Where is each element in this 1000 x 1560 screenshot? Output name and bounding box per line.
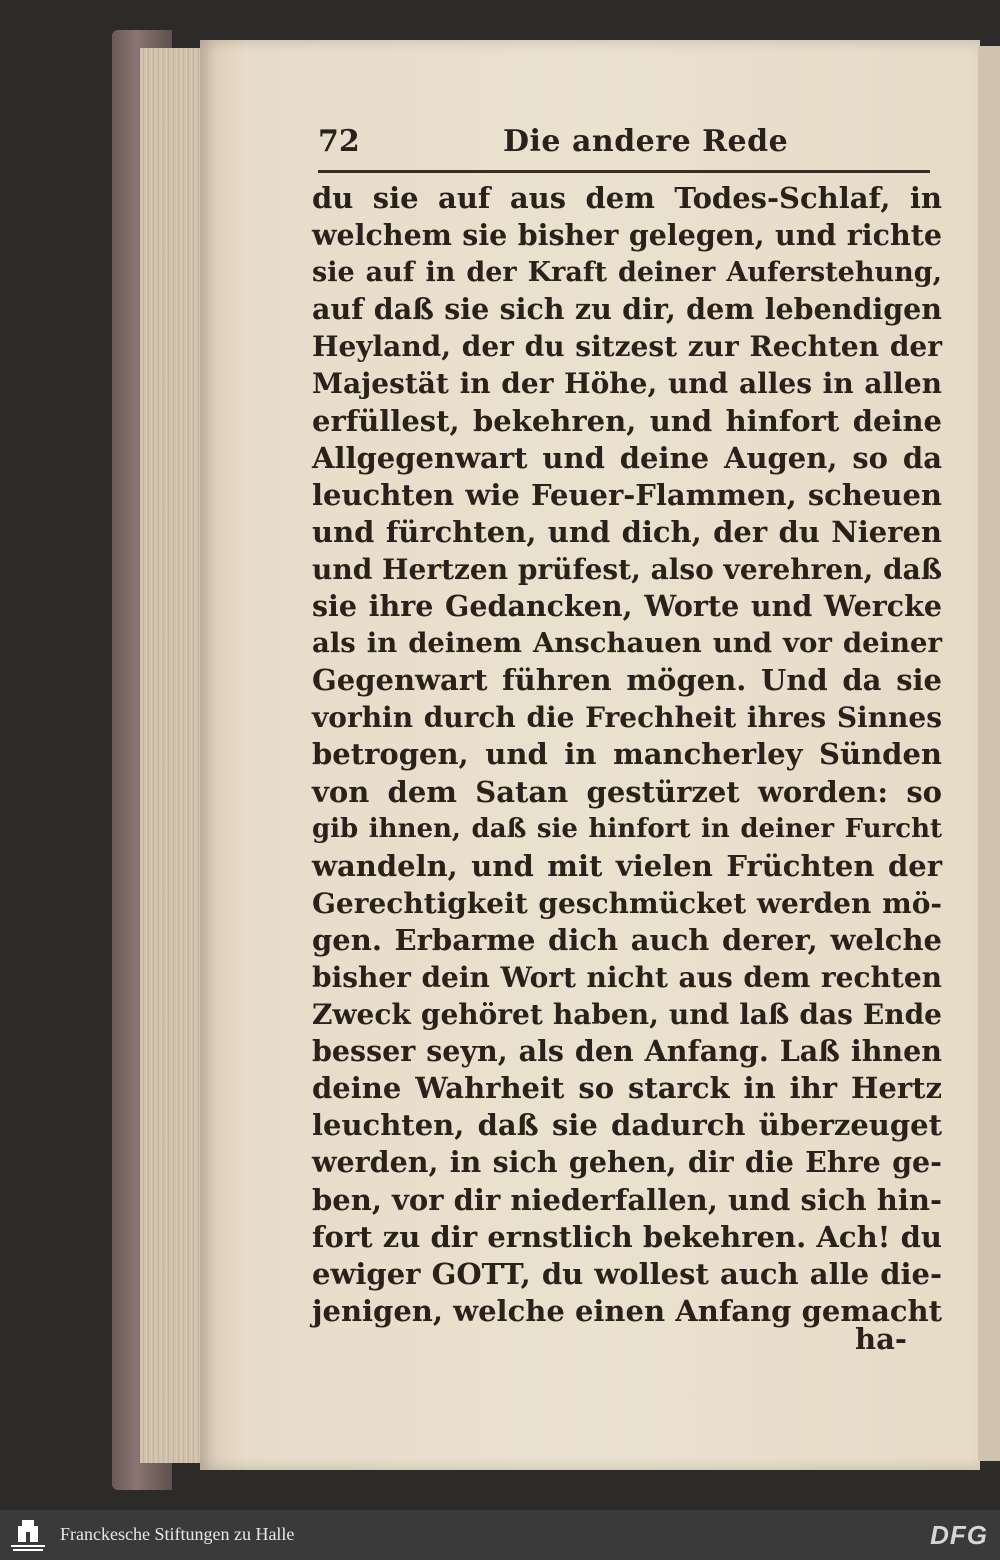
- text-line: fort zu dir ernstlich bekehren. Ach! du: [312, 1219, 942, 1254]
- text-line: gib ihnen, daß sie hinfort in deiner Furcht: [312, 813, 942, 844]
- text-line: und Hertzen prüfest, also verehren, daß: [312, 552, 942, 586]
- text-line: betrogen, und in mancherley Sünden: [312, 737, 942, 772]
- header-rule: [318, 170, 930, 173]
- body-text: [312, 180, 942, 1330]
- text-line: ewiger GOTT, du wollest auch alle die-: [312, 1256, 942, 1291]
- text-line: leuchten wie Feuer-Flammen, scheuen: [312, 477, 942, 512]
- text-line: gen. Erbarme dich auch derer, welche: [312, 922, 942, 957]
- text-line: werden, in sich gehen, dir die Ehre ge-: [312, 1145, 942, 1180]
- text-line: Gegenwart führen mögen. Und da sie: [312, 663, 942, 698]
- text-line: wandeln, und mit vielen Früchten der: [312, 848, 942, 883]
- text-line: auf daß sie sich zu dir, dem lebendigen: [312, 292, 942, 327]
- page-header: [318, 120, 938, 170]
- text-line: bisher dein Wort nicht aus dem rechten: [312, 960, 942, 994]
- text-line: du sie auf aus dem Todes-Schlaf, in: [312, 181, 942, 215]
- text-line: deine Wahrheit so starck in ihr Hertz: [312, 1071, 942, 1106]
- running-title: Die andere Rede: [503, 124, 789, 159]
- text-line: erfüllest, bekehren, und hinfort deine: [312, 403, 942, 438]
- text-line: und fürchten, und dich, der du Nieren: [312, 514, 942, 549]
- text-line: Zweck gehöret haben, und laß das Ende: [312, 998, 942, 1032]
- text-line: Heyland, der du sitzest zur Rechten der: [312, 330, 942, 364]
- text-line: ben, vor dir niederfallen, und sich hin-: [312, 1182, 942, 1217]
- text-line: leuchten, daß sie dadurch überzeuget: [312, 1108, 942, 1143]
- dfg-logo: DFG: [930, 1520, 988, 1550]
- text-line: besser seyn, als den Anfang. Laß ihnen: [312, 1034, 942, 1069]
- text-line: Allgegenwart und deine Augen, so da: [312, 440, 942, 475]
- text-line: sie auf in der Kraft deiner Auferstehung,: [312, 257, 942, 289]
- text-line: Gerechtigkeit geschmücket werden mö-: [312, 886, 942, 920]
- footer-bar: [0, 1510, 1000, 1560]
- institution-name: Franckesche Stiftungen zu Halle: [60, 1524, 295, 1544]
- text-line: jenigen, welche einen Anfang gemacht: [312, 1293, 942, 1328]
- catchword: ha-: [855, 1322, 907, 1356]
- text-line: vorhin durch die Frechheit ihres Sinnes: [312, 701, 942, 735]
- facing-page-edge: [978, 46, 1000, 1461]
- text-line: von dem Satan gestürzet worden: so: [312, 774, 942, 809]
- institution-logo-icon: [8, 1516, 48, 1556]
- text-line: Majestät in der Höhe, und alles in allen: [312, 367, 942, 401]
- page-number: 72: [318, 124, 360, 159]
- text-line: sie ihre Gedancken, Worte und Wercke: [312, 589, 942, 624]
- text-line: welchem sie bisher gelegen, und richte: [312, 218, 942, 253]
- text-line: als in deinem Anschauen und vor deiner: [312, 627, 942, 660]
